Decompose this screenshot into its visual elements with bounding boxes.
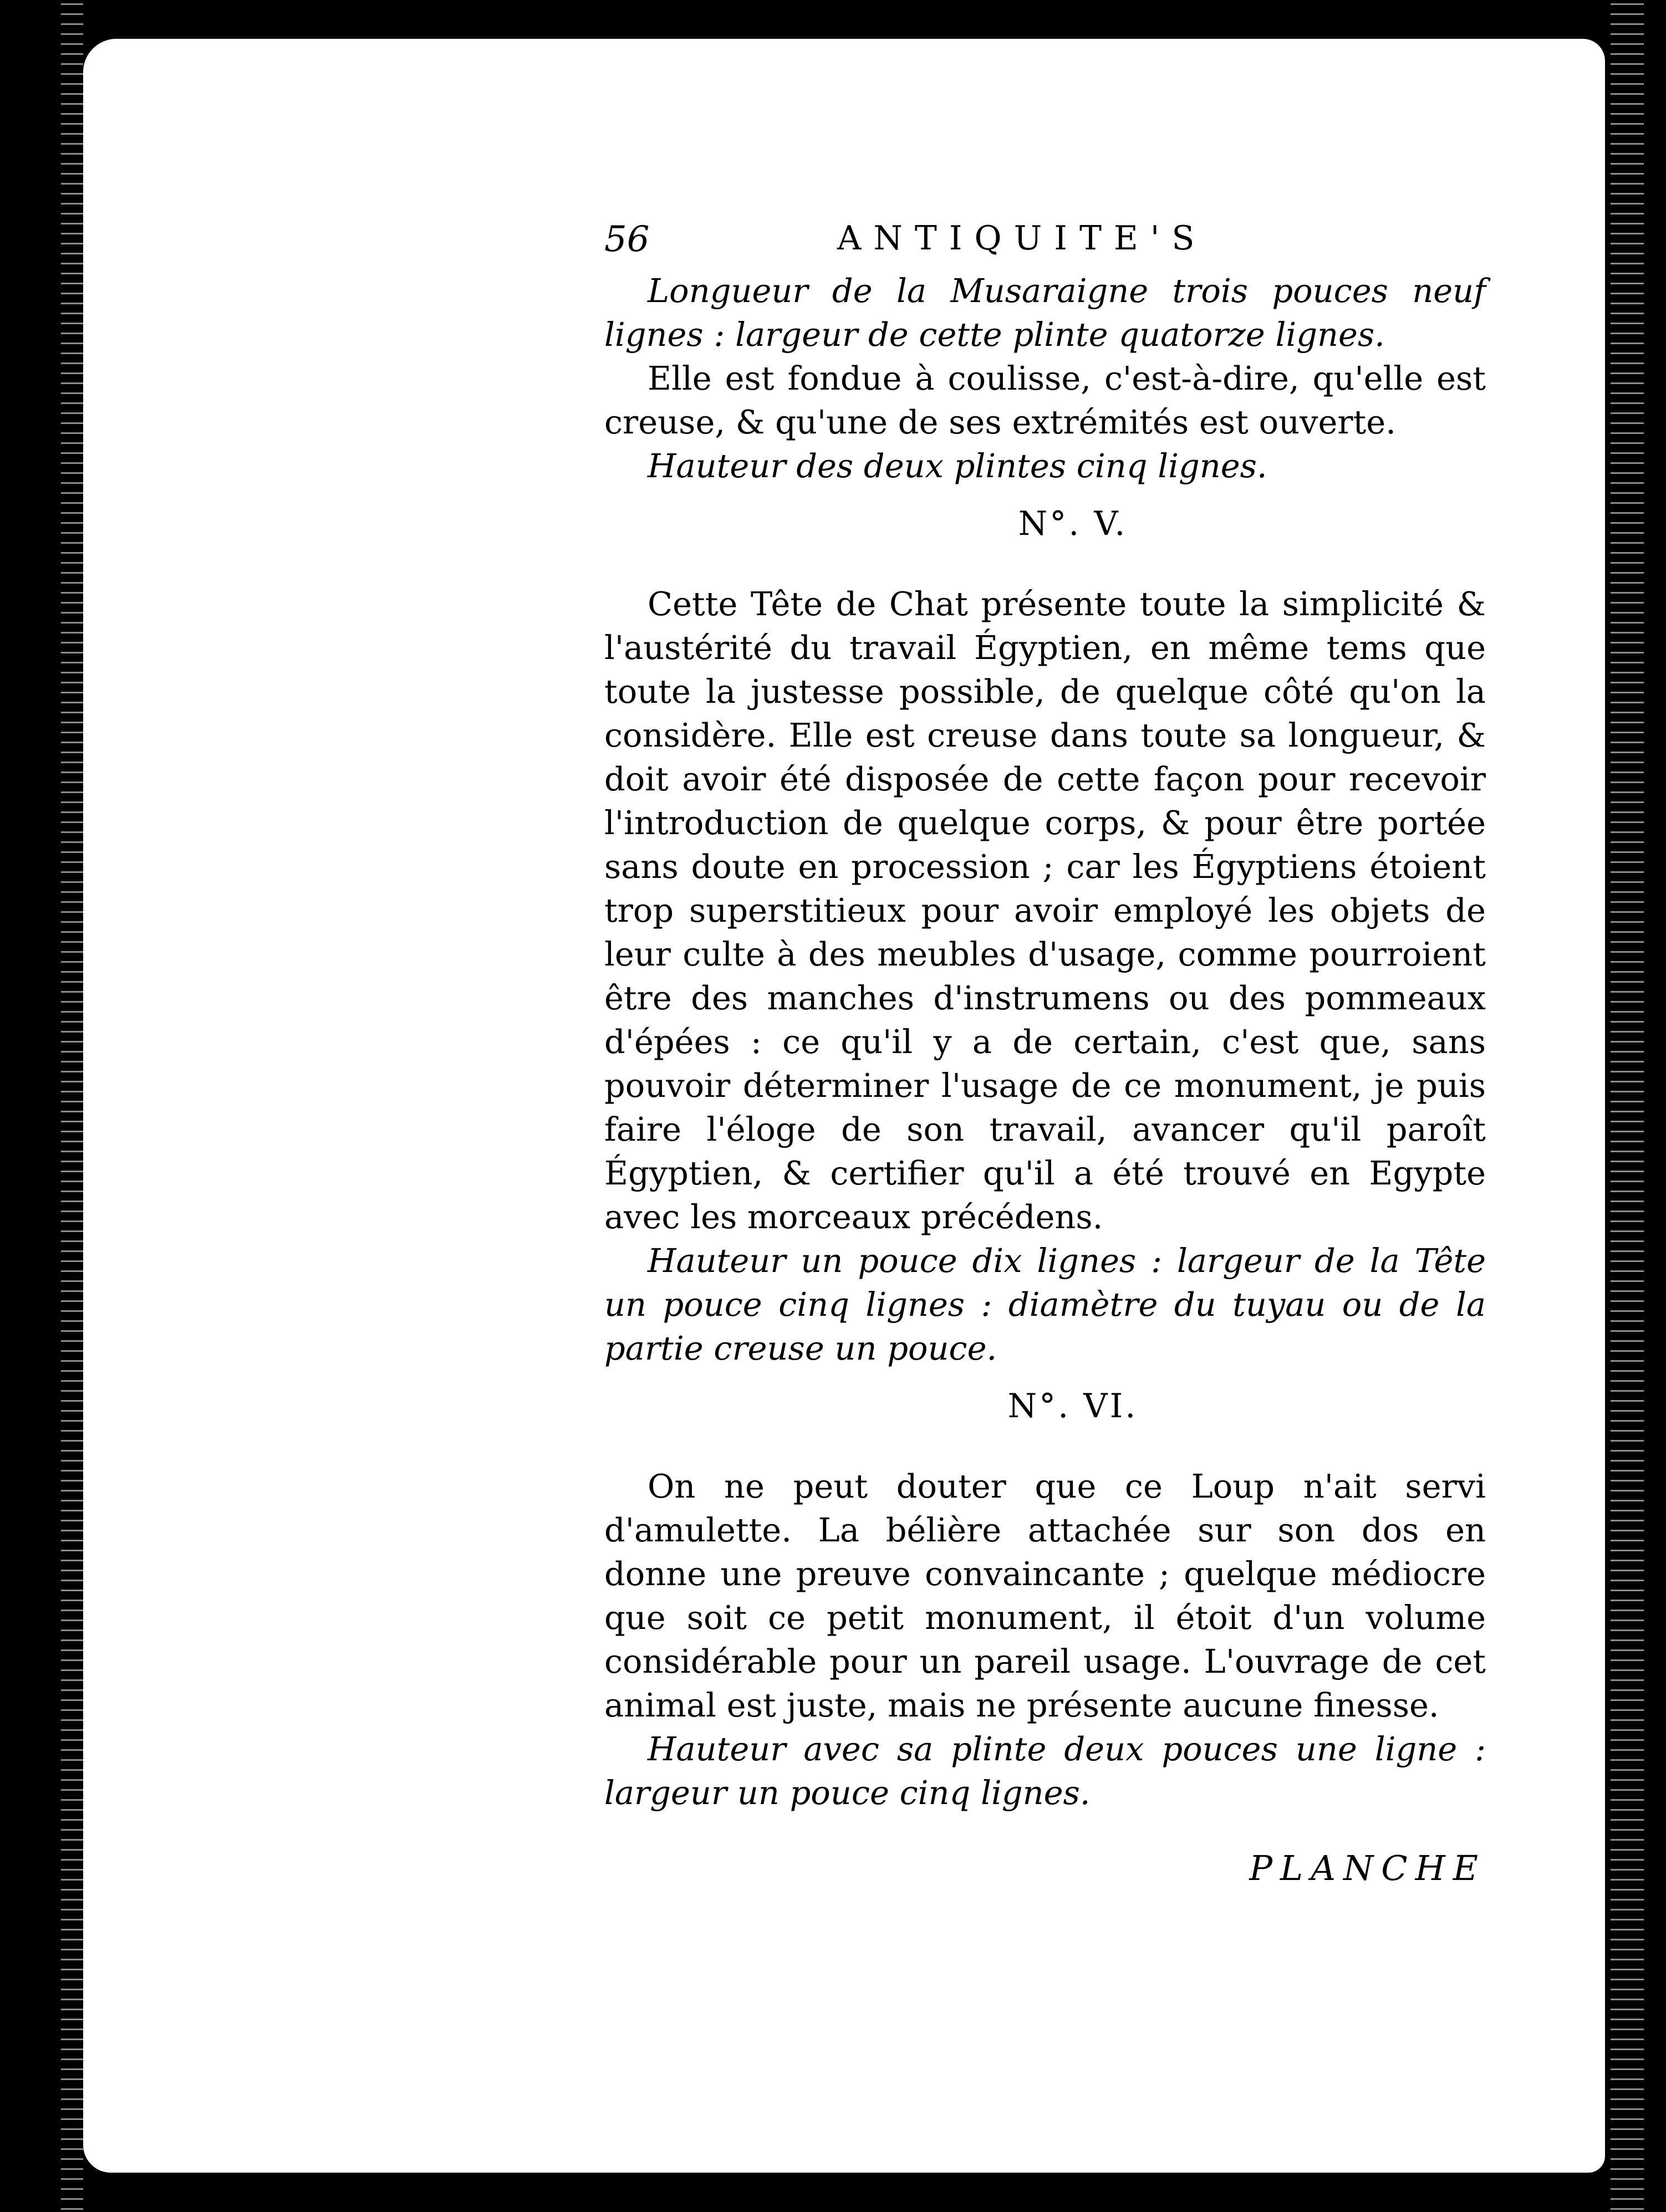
dimensions-tete-de-chat: Hauteur un pouce dix lignes : largeur de la Tête un pouce cinq lignes : diamètre du tuyau ou de la partie creuse un pouce.: [604, 1242, 1486, 1367]
right-scan-edge: [1611, 0, 1644, 2212]
running-title: ANTIQUITE'S: [837, 219, 1207, 258]
dimensions-plintes: Hauteur des deux plintes cinq lignes.: [648, 447, 1267, 485]
paragraph-loup: On ne peut douter que ce Loup n'ait servi d'amulette. La bélière attachée sur son dos en donne une preuve convaincante ; quelque médiocre que soit ce petit monument, il étoit d'un volume considérable pour un pareil usage. L'ouvrage de cet animal est juste, mais ne présente aucune finesse.: [604, 1467, 1486, 1724]
dimensions-musaraigne: Longueur de la Musaraigne trois pouces neuf lignes : largeur de cette plinte quatorze lignes.: [604, 272, 1486, 354]
catchword: PLANCHE: [1249, 1848, 1486, 1888]
paragraph-coulisse: Elle est fondue à coulisse, c'est-à-dire, qu'elle est creuse, & qu'une de ses extrémités est ouverte.: [604, 359, 1486, 441]
paragraph-tete-de-chat: Cette Tête de Chat présente toute la simplicité & l'austérité du travail Égyptien, en même tems que toute la justesse possible, de quelque côté qu'on la considère. Elle est creuse dans toute sa longueur, & doit avoir été disposée de cette façon pour recevoir l'introduction de quelque corps, & pour être portée sans doute en procession ; car les Égyptiens étoient trop superstitieux pour avoir employé les objets de leur culte à des meubles d'usage, comme pourroient être des manches d'instrumens ou des pommeaux d'épées : ce qu'il y a de certain, c'est que, sans pouvoir déterminer l'usage de ce monument, je puis faire l'éloge de son travail, avancer qu'il paroît Égyptien, & certifier qu'il a été trouvé en Egypte avec les morceaux précédens.: [604, 585, 1486, 1236]
section-heading-vi: N°. VI.: [1007, 1387, 1138, 1426]
text-block: [604, 219, 1486, 1888]
left-scan-edge: [61, 0, 83, 2212]
page-header: [604, 219, 1486, 269]
section-heading-v: N°. V.: [1018, 504, 1128, 543]
dimensions-loup: Hauteur avec sa plinte deux pouces une ligne : largeur un pouce cinq lignes.: [604, 1730, 1486, 1812]
page-number: 56: [604, 219, 650, 260]
